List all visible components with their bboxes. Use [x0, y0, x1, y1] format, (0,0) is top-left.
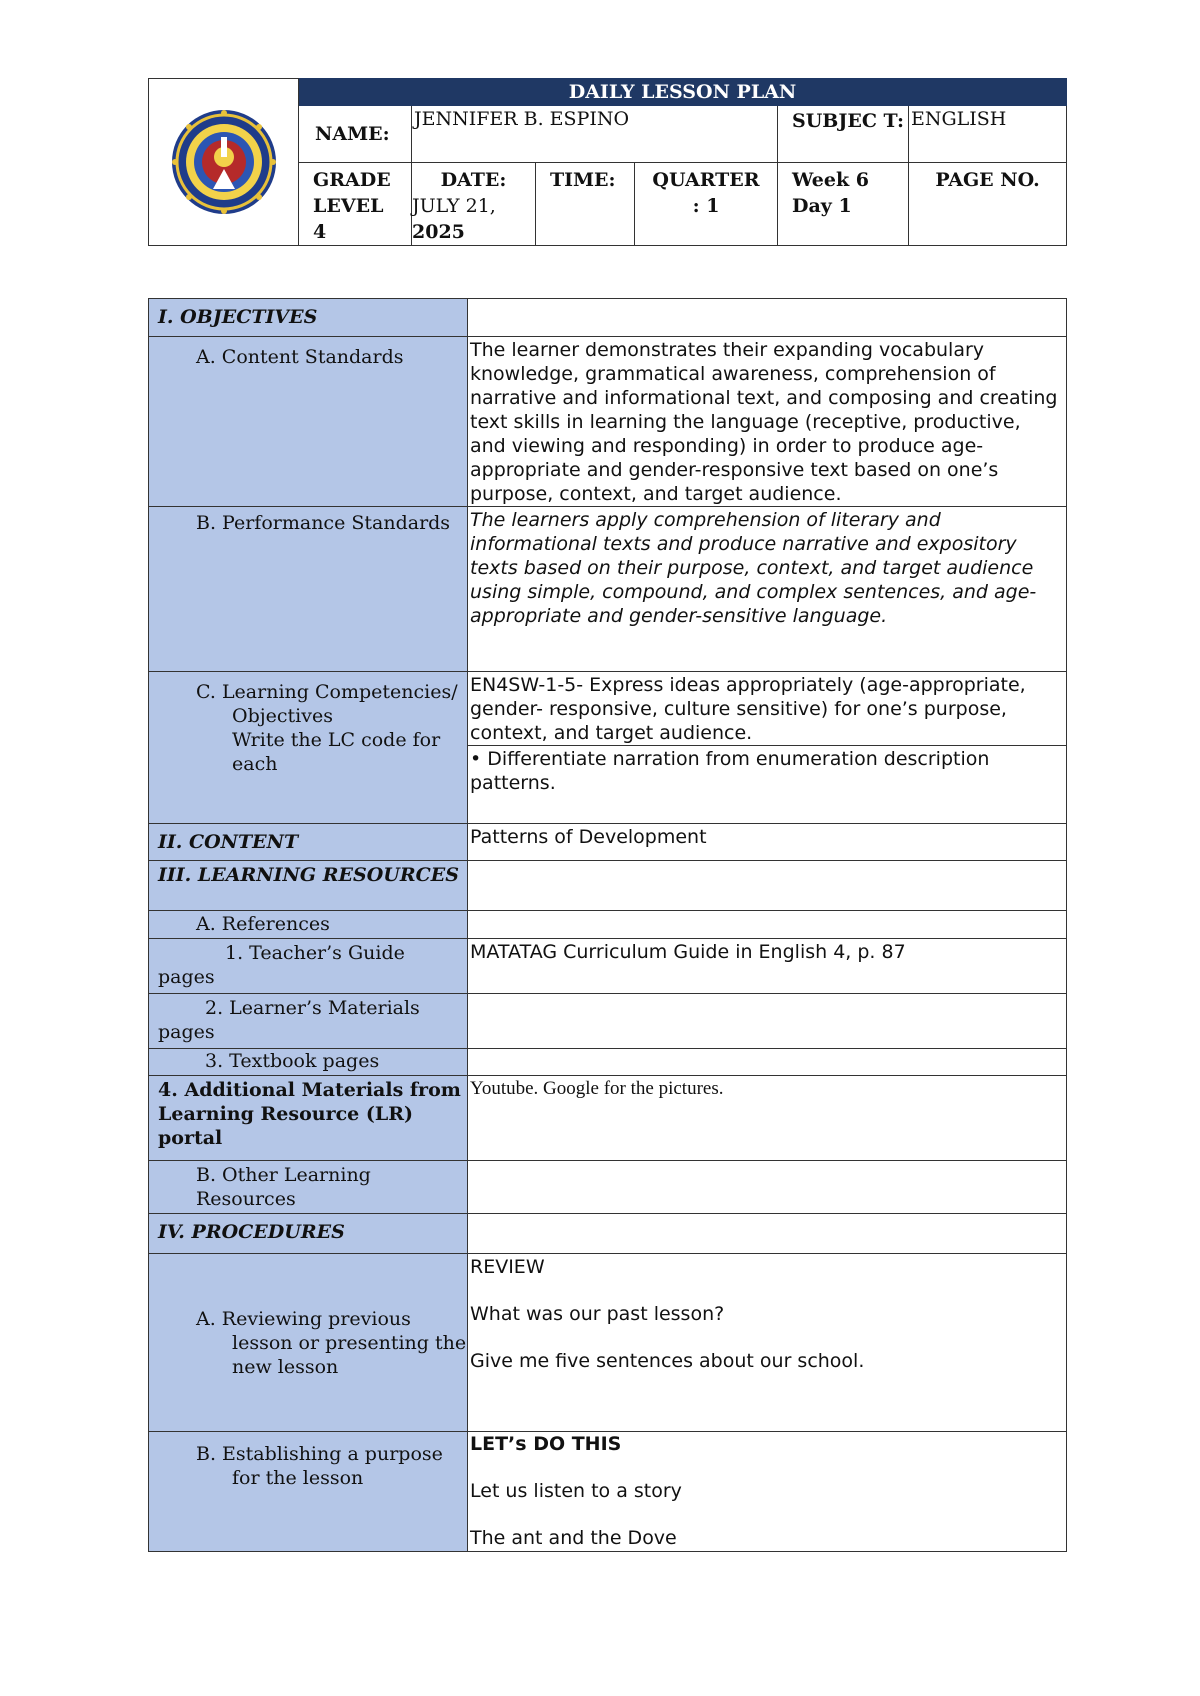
- review-task: Give me five sentences about our school.: [470, 1350, 865, 1372]
- purpose-label-line1: B. Establishing a purpose: [196, 1443, 443, 1465]
- procedures-value: [468, 1214, 1067, 1254]
- review-heading: REVIEW: [470, 1256, 545, 1278]
- teachers-guide-label-line1: 1. Teacher’s Guide: [225, 942, 405, 964]
- textbook-pages-value: [468, 1049, 1067, 1076]
- competencies-label-line2: Objectives: [232, 705, 333, 727]
- objectives-value: [468, 299, 1067, 337]
- competencies-text-2: • Differentiate narration from enumeration description patterns.: [468, 746, 1067, 824]
- purpose-text: [468, 1432, 1067, 1552]
- quarter-label-line2: : 1: [692, 195, 720, 217]
- competencies-label: [149, 672, 468, 824]
- purpose-instruction: Let us listen to a story: [470, 1480, 682, 1502]
- competencies-text-1: EN4SW-1-5- Express ideas appropriately (age-appropriate, gender- responsive, culture sensitive) for one’s purpose, context, and target audience.: [468, 672, 1067, 746]
- time-label: TIME:: [536, 163, 635, 246]
- learning-resources-value: [468, 861, 1067, 911]
- grade-label-line1: GRADE: [313, 169, 391, 191]
- additional-materials-label: 4. Additional Materials from Learning Resource (LR) portal: [149, 1076, 468, 1161]
- week-label: Week 6: [792, 169, 869, 191]
- date-value-line1: JULY 21,: [412, 195, 496, 217]
- procedures-heading: IV. PROCEDURES: [149, 1214, 468, 1254]
- purpose-label: [149, 1432, 468, 1552]
- additional-materials-text: Youtube. Google for the pictures.: [468, 1076, 1067, 1161]
- learners-materials-label-line1: 2. Learner’s Materials: [205, 997, 420, 1019]
- subject-value: ENGLISH: [909, 106, 1067, 163]
- references-value: [468, 911, 1067, 939]
- objectives-heading: I. OBJECTIVES: [149, 299, 468, 337]
- teachers-guide-label-line2: pages: [158, 966, 215, 988]
- name-value: JENNIFER B. ESPINO: [412, 106, 778, 163]
- teachers-guide-label: [149, 939, 468, 994]
- name-label: NAME:: [299, 106, 412, 163]
- references-label: A. References: [149, 911, 468, 939]
- performance-standards-label: B. Performance Standards: [149, 507, 468, 672]
- school-logo-cell: [149, 79, 299, 246]
- learners-materials-label-line2: pages: [158, 1021, 215, 1043]
- reviewing-label: [149, 1254, 468, 1432]
- lesson-plan-title: DAILY LESSON PLAN: [299, 79, 1067, 106]
- other-resources-label: B. Other Learning Resources: [149, 1161, 468, 1214]
- performance-standards-text: The learners apply comprehension of literary and informational texts and produce narrative and expository texts based on their purpose, context, and target audience using simple, compound, and complex sentences, and age-appropriate and gender-sensitive language.: [468, 507, 1067, 672]
- school-seal-icon: [169, 107, 279, 217]
- textbook-pages-label: 3. Textbook pages: [149, 1049, 468, 1076]
- reviewing-text: [468, 1254, 1067, 1432]
- learners-materials-label: [149, 994, 468, 1049]
- purpose-heading: LET’s DO THIS: [470, 1433, 622, 1455]
- quarter-cell: [635, 163, 778, 246]
- content-heading: II. CONTENT: [149, 824, 468, 861]
- reviewing-label-line2: lesson or presenting the: [232, 1331, 467, 1354]
- grade-level-cell: [299, 163, 412, 246]
- week-day-cell: [778, 163, 909, 246]
- learners-materials-value: [468, 994, 1067, 1049]
- day-label: Day 1: [792, 195, 852, 217]
- competencies-label-line1: C. Learning Competencies/: [196, 681, 458, 703]
- competencies-label-line3: Write the LC code for: [232, 729, 441, 751]
- date-label: DATE:: [440, 169, 507, 191]
- quarter-label-line1: QUARTER: [652, 169, 760, 191]
- reviewing-label-line1: A. Reviewing previous: [196, 1307, 411, 1330]
- purpose-label-line2: for the lesson: [232, 1467, 364, 1489]
- content-text: Patterns of Development: [468, 824, 1067, 861]
- grade-label-line3: 4: [313, 221, 327, 243]
- date-value-line2: 2025: [412, 221, 465, 243]
- story-title: The ant and the Dove: [470, 1527, 677, 1549]
- header-table: [148, 78, 1067, 246]
- date-cell: [412, 163, 536, 246]
- lesson-plan-page: [148, 78, 1066, 1552]
- teachers-guide-text: MATATAG Curriculum Guide in English 4, p. 87: [468, 939, 1067, 994]
- reviewing-label-line3: new lesson: [232, 1355, 339, 1378]
- review-question: What was our past lesson?: [470, 1303, 725, 1325]
- page-no-label: PAGE NO.: [909, 163, 1067, 246]
- content-standards-label: A. Content Standards: [149, 337, 468, 507]
- competencies-label-line4: each: [232, 753, 278, 775]
- lesson-plan-table: [148, 298, 1067, 1552]
- subject-label: SUBJEC T:: [778, 106, 909, 163]
- learning-resources-heading: III. LEARNING RESOURCES: [149, 861, 468, 911]
- content-standards-text: The learner demonstrates their expanding vocabulary knowledge, grammatical awareness, comprehension of narrative and informational text, and composing and creating text skills in learning the language (receptive, productive, and viewing and responding) in order to produce age-appropriate and gender-responsive text based on one’s purpose, context, and target audience.: [468, 337, 1067, 507]
- other-resources-value: [468, 1161, 1067, 1214]
- grade-label-line2: LEVEL: [313, 195, 384, 217]
